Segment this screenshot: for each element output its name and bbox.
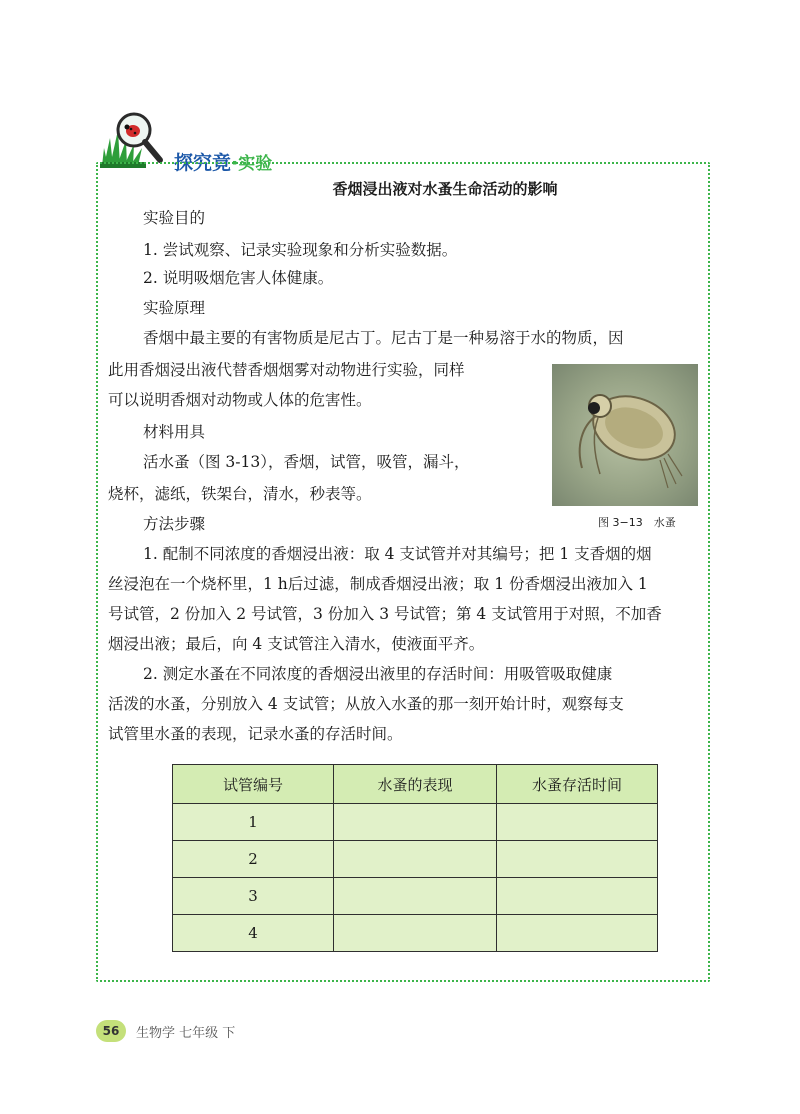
- purpose-heading: 实验目的: [143, 209, 206, 227]
- water-flea-photo: [552, 364, 698, 506]
- step1-line-3: 号试管，2 份加入 2 号试管，3 份加入 3 号试管；第 4 支试管用于对照，不加香: [108, 605, 662, 623]
- table-cell-behavior: [334, 804, 497, 841]
- book-title: 生物学 七年级 下: [136, 1026, 236, 1041]
- purpose-item-1: 1. 尝试观察、记录实验现象和分析实验数据。: [143, 241, 458, 259]
- figure-caption: 图 3−13 水蚤: [598, 516, 676, 529]
- table-cell-tube: 3: [173, 878, 334, 915]
- principle-line-1: 香烟中最主要的有害物质是尼古丁。尼古丁是一种易溶于水的物质，因: [143, 329, 624, 347]
- record-table: [172, 764, 658, 952]
- table-cell-tube: 1: [173, 804, 334, 841]
- table-cell-tube: 2: [173, 841, 334, 878]
- principle-line-2: 此用香烟浸出液代替香烟烟雾对动物进行实验，同样: [108, 361, 465, 379]
- water-flea-illustration: [552, 364, 698, 506]
- magnifier-ladybug-icon: [100, 108, 168, 168]
- page-number: 56: [96, 1020, 126, 1042]
- table-row: [173, 915, 658, 952]
- section-title-main: 探究竟: [174, 152, 232, 174]
- principle-heading: 实验原理: [143, 299, 206, 317]
- step2-line-2: 活泼的水蚤，分别放入 4 支试管；从放入水蚤的那一刻开始计时，观察每支: [108, 695, 624, 713]
- table-cell-time: [497, 841, 658, 878]
- table-cell-time: [497, 915, 658, 952]
- materials-line-2: 烧杯，滤纸，铁架台，清水，秒表等。: [108, 485, 372, 503]
- table-row: [173, 804, 658, 841]
- experiment-title: 香烟浸出液对水蚤生命活动的影响: [332, 180, 558, 198]
- column-header-behavior: 水蚤的表现: [334, 765, 497, 804]
- table-cell-behavior: [334, 915, 497, 952]
- section-title-sub: 实验: [238, 154, 273, 174]
- step1-line-1: 1. 配制不同浓度的香烟浸出液：取 4 支试管并对其编号；把 1 支香烟的烟: [143, 545, 652, 563]
- step1-line-2: 丝浸泡在一个烧杯里，1 h后过滤，制成香烟浸出液；取 1 份香烟浸出液加入 1: [108, 575, 648, 593]
- table-cell-behavior: [334, 878, 497, 915]
- table-cell-behavior: [334, 841, 497, 878]
- table-row: [173, 841, 658, 878]
- section-title-dot: ·: [231, 152, 239, 174]
- column-header-survival-time: 水蚤存活时间: [497, 765, 658, 804]
- principle-line-3: 可以说明香烟对动物或人体的危害性。: [108, 391, 372, 409]
- table-cell-time: [497, 878, 658, 915]
- materials-heading: 材料用具: [143, 423, 206, 441]
- steps-heading: 方法步骤: [143, 515, 206, 533]
- table-cell-time: [497, 804, 658, 841]
- step2-line-3: 试管里水蚤的表现，记录水蚤的存活时间。: [108, 725, 403, 743]
- column-header-tube-number: 试管编号: [173, 765, 334, 804]
- table-row: [173, 878, 658, 915]
- materials-line-1: 活水蚤（图 3-13），香烟，试管，吸管，漏斗，: [143, 453, 470, 471]
- step2-line-1: 2. 测定水蚤在不同浓度的香烟浸出液里的存活时间：用吸管吸取健康: [143, 665, 613, 683]
- table-cell-tube: 4: [173, 915, 334, 952]
- step1-line-4: 烟浸出液；最后，向 4 支试管注入清水，使液面平齐。: [108, 635, 485, 653]
- table-header-row: [173, 765, 658, 804]
- purpose-item-2: 2. 说明吸烟危害人体健康。: [143, 269, 334, 287]
